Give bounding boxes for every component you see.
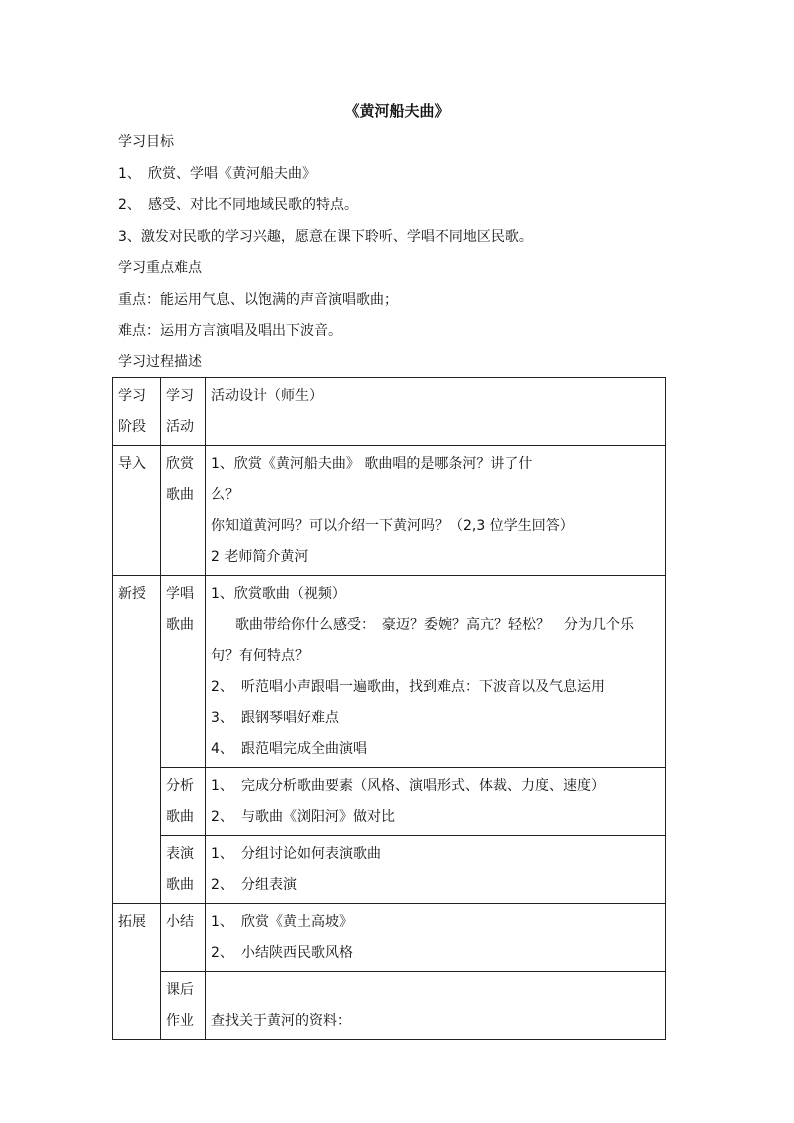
lesson-process-table (112, 377, 666, 1040)
key-points-heading: 学习重点难点 (118, 260, 202, 276)
header-activity-cell: 学习 活动 (161, 378, 206, 446)
design-cell: 1、欣赏《黄河船夫曲》 歌曲唱的是哪条河？讲了什 么？ 你知道黄河吗？可以介绍一下黄河吗？（2,3 位学生回答） 2 老师简介黄河 (206, 446, 666, 576)
table-row-intro (113, 446, 666, 576)
activity-cell: 课后 作业 (161, 972, 206, 1040)
stage-cell: 导入 (113, 446, 161, 576)
goal-item-text: 感受、对比不同地域民歌的特点。 (148, 197, 358, 213)
activity-cell: 学唱 歌曲 (161, 576, 206, 768)
stage-cell: 拓展 (113, 904, 161, 1040)
goal-item-1 (118, 163, 316, 185)
header-stage-cell: 学习 阶段 (113, 378, 161, 446)
design-cell: 1、 欣赏《黄土高坡》 2、 小结陕西民歌风格 (206, 904, 666, 972)
table-row-homework (113, 972, 666, 1040)
activity-cell: 表演 歌曲 (161, 836, 206, 904)
table-header-row (113, 378, 666, 446)
goal-item-number: 2、 (118, 197, 141, 213)
table-row-new-sing (113, 576, 666, 768)
design-cell: 1、 完成分析歌曲要素（风格、演唱形式、体裁、力度、速度） 2、 与歌曲《浏阳河》做对比 (206, 768, 666, 836)
key-point-focus: 重点：能运用气息、以饱满的声音演唱歌曲； (118, 292, 398, 308)
design-cell: 查找关于黄河的资料： (206, 972, 666, 1040)
process-heading: 学习过程描述 (118, 354, 202, 370)
header-design-cell: 活动设计（师生） (206, 378, 666, 446)
activity-cell: 分析 歌曲 (161, 768, 206, 836)
activity-cell: 欣赏 歌曲 (161, 446, 206, 576)
activity-cell: 小结 (161, 904, 206, 972)
design-cell: 1、 分组讨论如何表演歌曲 2、 分组表演 (206, 836, 666, 904)
table-row-perform (113, 836, 666, 904)
design-cell: 1、欣赏歌曲（视频） 歌曲带给你什么感受： 豪迈？委婉？高亢？轻松？ 分为几个乐句？有何特点？ 2、 听范唱小声跟唱一遍歌曲，找到难点：下波音以及气息运用 3、 跟钢琴唱好难点 4、 跟范唱完成全曲演唱 (206, 576, 666, 768)
goal-item-2 (118, 194, 358, 216)
table-row-analyze (113, 768, 666, 836)
page-title: 《黄河船夫曲》 (344, 102, 450, 120)
goal-item-3: 3、激发对民歌的学习兴趣，愿意在课下聆听、学唱不同地区民歌。 (118, 229, 533, 245)
table-row-extend (113, 904, 666, 972)
stage-cell: 新授 (113, 576, 161, 904)
goals-heading: 学习目标 (118, 134, 174, 150)
goal-item-text: 欣赏、学唱《黄河船夫曲》 (148, 166, 316, 182)
goal-item-number: 1、 (118, 166, 141, 182)
key-point-difficulty: 难点：运用方言演唱及唱出下波音。 (118, 323, 342, 339)
